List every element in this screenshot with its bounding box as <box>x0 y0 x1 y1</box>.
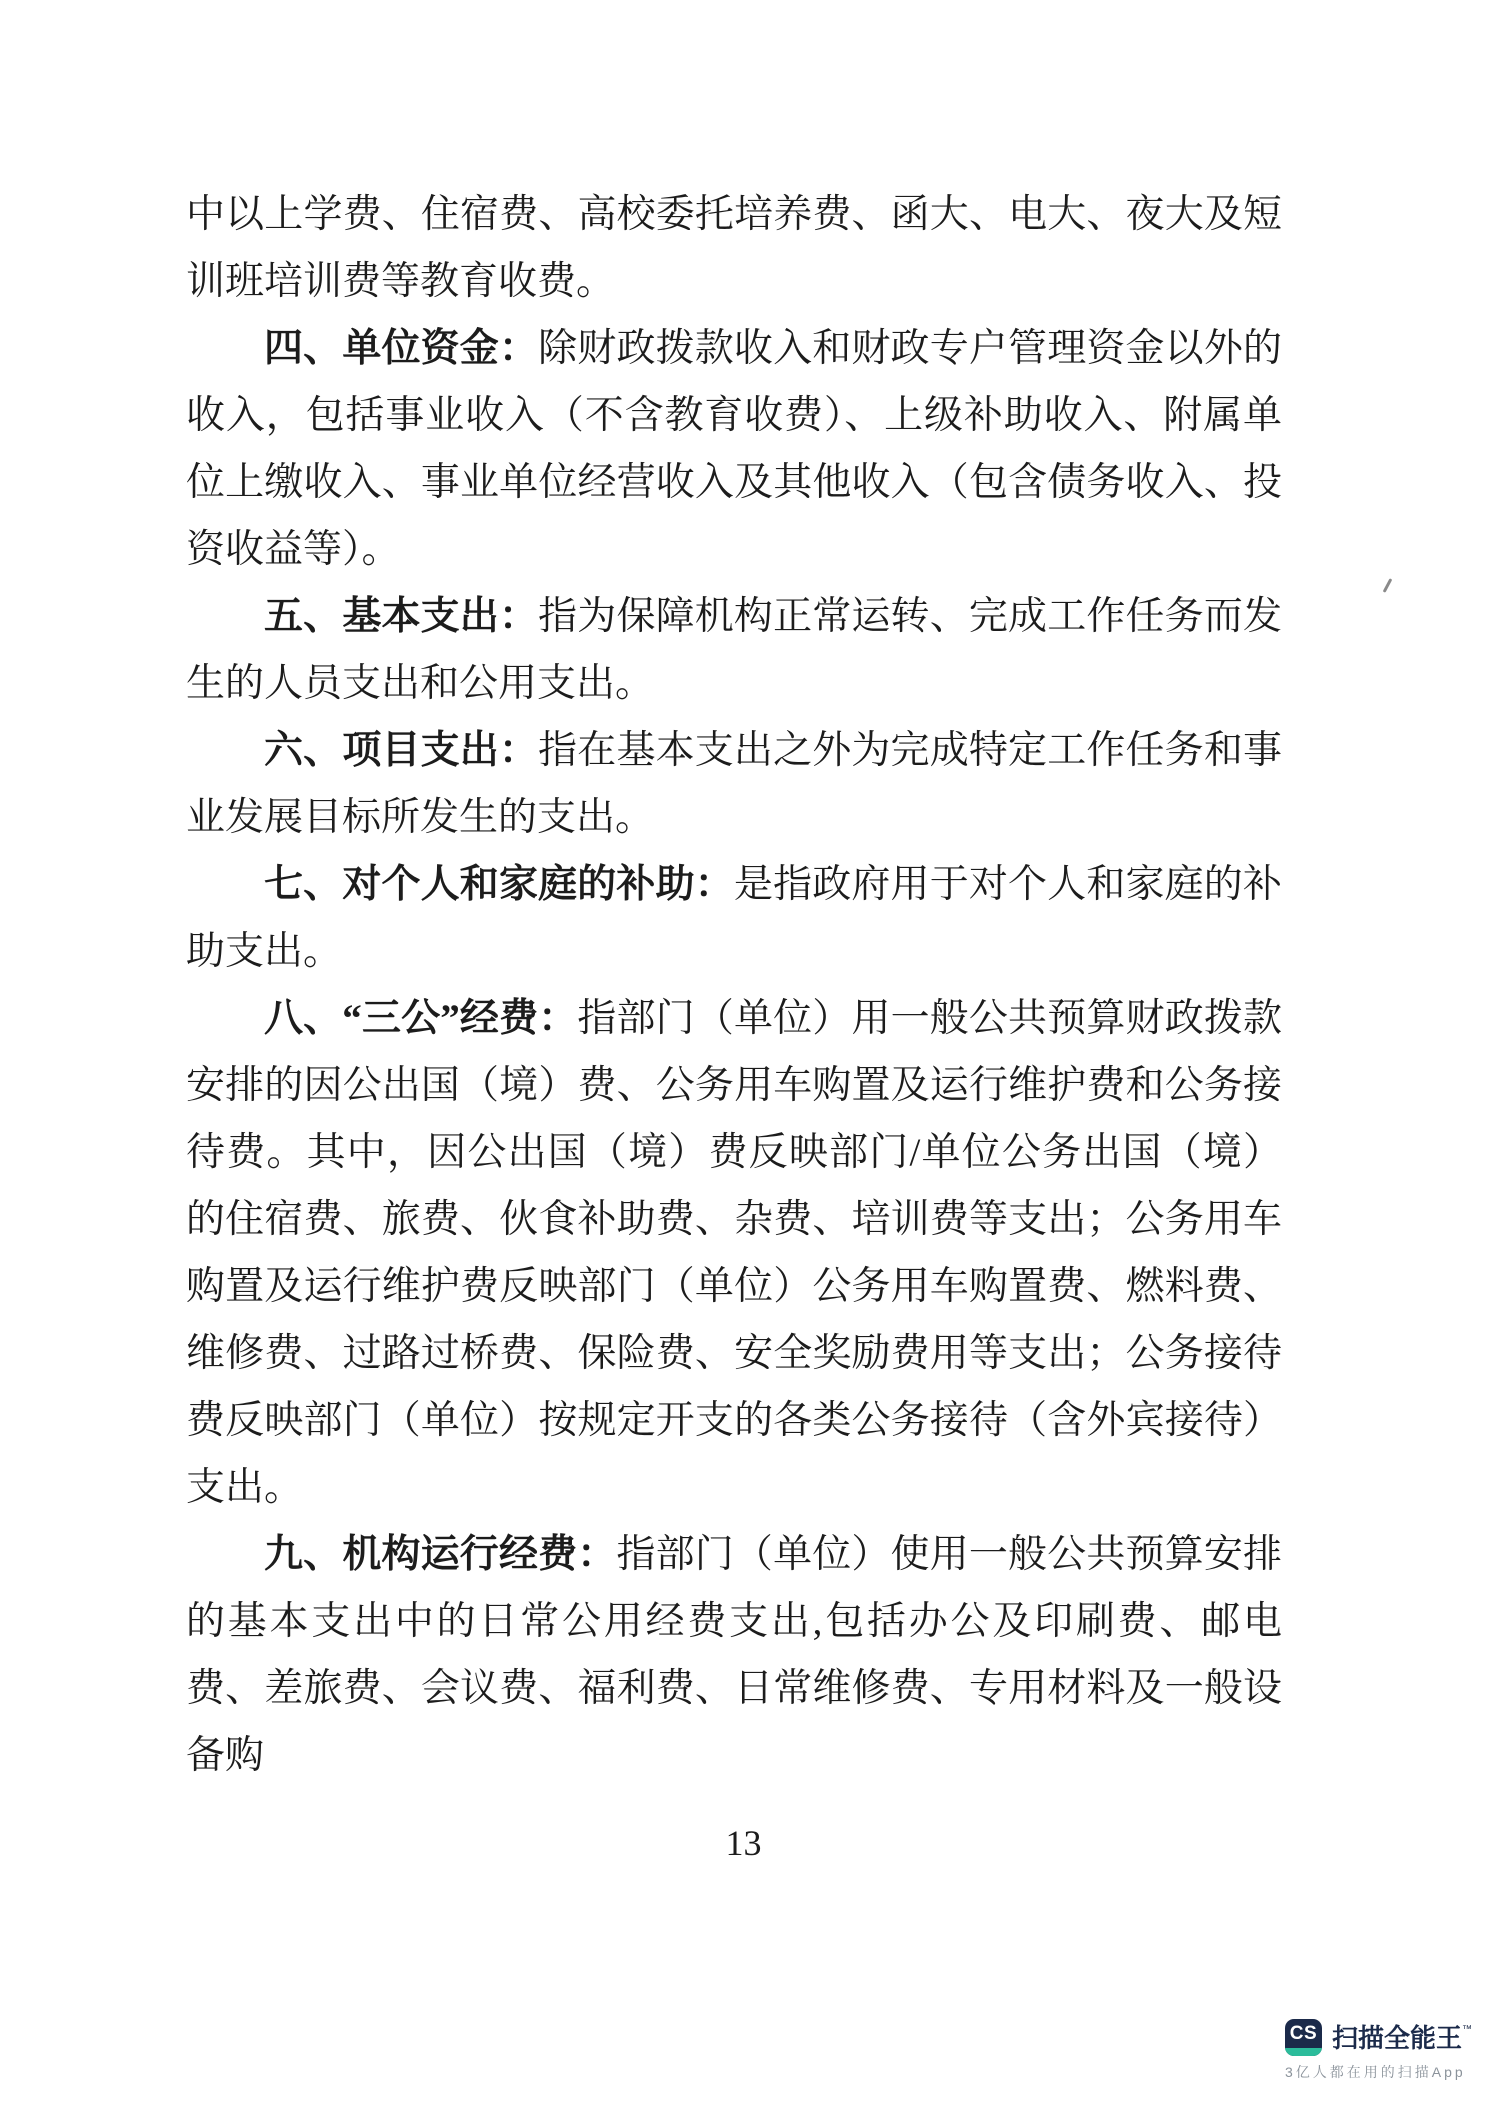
document-paragraph <box>186 583 1282 717</box>
scan-artifact-mark <box>1383 578 1393 593</box>
paragraph-text: 除财政拨款收入和财政专户管理资金以外的收入，包括事业收入（不含教育收费）、上级补助收入、附属单位上缴收入、事业单位经营收入及其他收入（包含债务收入、投资收益等）。 <box>186 327 1282 571</box>
camscanner-watermark <box>1285 2019 1473 2080</box>
watermark-tagline: 3亿人都在用的扫描App <box>1285 2064 1466 2080</box>
logo-teal-strip <box>1285 2048 1322 2056</box>
cs-logo-letters: CS <box>1289 2022 1318 2044</box>
paragraph-lead-label: 四、单位资金： <box>264 327 539 370</box>
page-number: 13 <box>725 1823 762 1863</box>
trademark-symbol: ™ <box>1462 2023 1473 2035</box>
paragraph-lead-label: 九、机构运行经费： <box>264 1533 617 1576</box>
document-paragraph <box>186 315 1282 583</box>
document-paragraph <box>186 851 1282 985</box>
document-body <box>186 181 1282 1789</box>
paragraph-text: 指在基本支出之外为完成特定工作任务和事业发展目标所发生的支出。 <box>186 729 1282 839</box>
watermark-app-name <box>1332 2022 1473 2053</box>
camscanner-logo-icon <box>1285 2019 1322 2056</box>
paragraph-lead-label: 五、基本支出： <box>264 595 539 638</box>
paragraph-text: 指部门（单位）用一般公共预算财政拨款安排的因公出国（境）费、公务用车购置及运行维护费和公务接待费。其中，因公出国（境）费反映部门/单位公务出国（境）的住宿费、旅费、伙食补助费、杂费、培训费等支出；公务用车购置及运行维护费反映部门（单位）公务用车购置费、燃料费、维修费、过路过桥费、保险费、安全奖励费用等支出；公务接待费反映部门（单位）按规定开支的各类公务接待（含外宾接待）支出。 <box>186 997 1282 1509</box>
paragraph-lead-label: 七、对个人和家庭的补助： <box>264 863 734 906</box>
app-name-text: 扫描全能王 <box>1332 2022 1463 2053</box>
watermark-logo-row <box>1285 2019 1473 2056</box>
paragraph-text: 中以上学费、住宿费、高校委托培养费、函大、电大、夜大及短训班培训费等教育收费。 <box>186 193 1282 303</box>
document-paragraph <box>186 985 1282 1521</box>
paragraph-text: 指部门（单位）使用一般公共预算安排的基本支出中的日常公用经费支出,包括办公及印刷费、邮电费、差旅费、会议费、福利费、日常维修费、专用材料及一般设备购 <box>186 1533 1282 1777</box>
paragraph-lead-label: 六、项目支出： <box>264 729 539 772</box>
paragraph-lead-label: 八、“三公”经费： <box>264 997 578 1040</box>
document-paragraph <box>186 181 1282 315</box>
document-paragraph <box>186 717 1282 851</box>
paragraph-text: 是指政府用于对个人和家庭的补助支出。 <box>186 863 1282 973</box>
paragraph-text: 指为保障机构正常运转、完成工作任务而发生的人员支出和公用支出。 <box>186 595 1282 705</box>
document-paragraph <box>186 1521 1282 1789</box>
